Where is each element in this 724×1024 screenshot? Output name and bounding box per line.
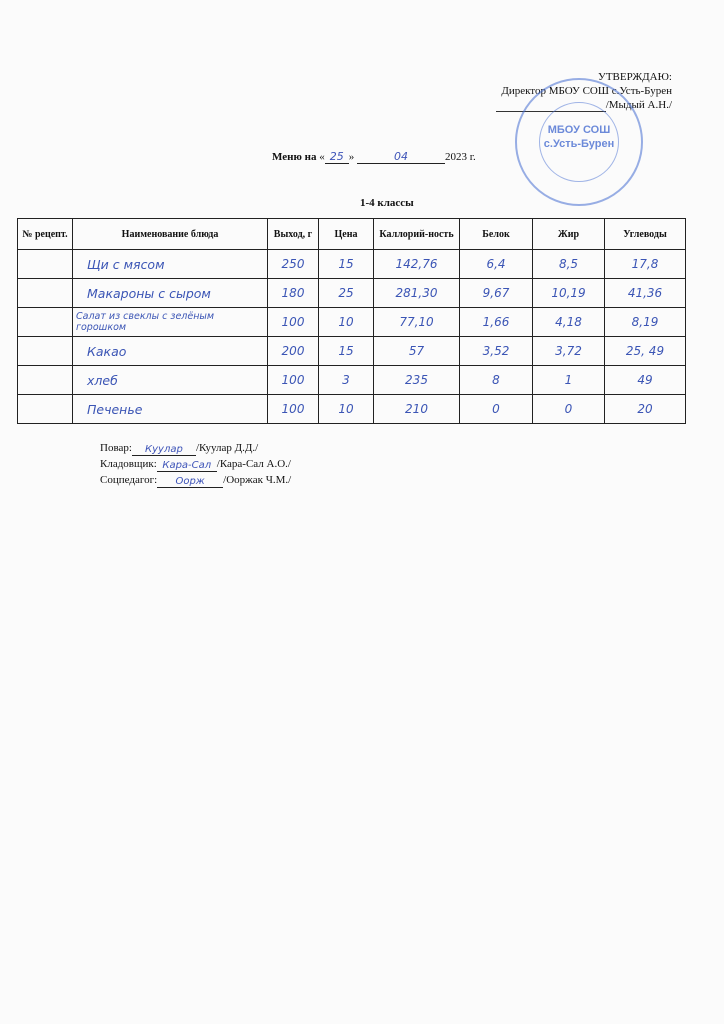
cell-name: Печенье bbox=[73, 395, 268, 424]
cell-output: 100 bbox=[268, 308, 319, 337]
cell-protein: 6,4 bbox=[460, 250, 533, 279]
cell-name: хлеб bbox=[73, 366, 268, 395]
cell-carbs: 49 bbox=[605, 366, 686, 395]
cell-carbs: 8,19 bbox=[605, 308, 686, 337]
cell-num bbox=[18, 366, 73, 395]
cell-calories: 77,10 bbox=[374, 308, 460, 337]
column-header: Каллорий-ность bbox=[374, 219, 460, 250]
cell-price: 10 bbox=[319, 308, 374, 337]
classes-label: 1-4 классы bbox=[360, 197, 414, 209]
cell-num bbox=[18, 337, 73, 366]
signatures-block bbox=[100, 440, 291, 488]
cell-num bbox=[18, 279, 73, 308]
menu-title bbox=[272, 150, 476, 164]
table-row bbox=[18, 366, 686, 395]
menu-month: 04 bbox=[357, 150, 445, 164]
cell-price: 15 bbox=[319, 337, 374, 366]
table-row bbox=[18, 337, 686, 366]
signature-role: Повар: bbox=[100, 442, 132, 454]
table-row bbox=[18, 279, 686, 308]
menu-label: Меню на bbox=[272, 151, 317, 163]
column-header: Наименование блюда bbox=[73, 219, 268, 250]
cell-fat: 10,19 bbox=[533, 279, 605, 308]
cell-calories: 281,30 bbox=[374, 279, 460, 308]
signature-name: /Кара-Сал А.О./ bbox=[216, 458, 291, 470]
cell-carbs: 41,36 bbox=[605, 279, 686, 308]
cell-output: 180 bbox=[268, 279, 319, 308]
cell-fat: 1 bbox=[533, 366, 605, 395]
cell-price: 3 bbox=[319, 366, 374, 395]
cell-fat: 4,18 bbox=[533, 308, 605, 337]
cell-price: 15 bbox=[319, 250, 374, 279]
cell-name: Салат из свеклы с зелёным горошком bbox=[73, 308, 268, 337]
cell-calories: 235 bbox=[374, 366, 460, 395]
cell-carbs: 25, 49 bbox=[605, 337, 686, 366]
table-row bbox=[18, 308, 686, 337]
cell-output: 250 bbox=[268, 250, 319, 279]
menu-table bbox=[17, 218, 686, 424]
menu-year: 2023 г. bbox=[444, 151, 476, 163]
table-row bbox=[18, 250, 686, 279]
cell-price: 10 bbox=[319, 395, 374, 424]
cell-protein: 1,66 bbox=[460, 308, 533, 337]
close-quote: » bbox=[348, 151, 355, 163]
table-row bbox=[18, 395, 686, 424]
signature-row bbox=[100, 440, 291, 456]
approval-title: УТВЕРЖДАЮ: bbox=[598, 71, 672, 83]
table-body bbox=[18, 250, 686, 424]
signature-row bbox=[100, 456, 291, 472]
cell-calories: 142,76 bbox=[374, 250, 460, 279]
approval-name: /Мыдый А.Н./ bbox=[605, 99, 672, 111]
cell-protein: 3,52 bbox=[460, 337, 533, 366]
column-header: Белок bbox=[460, 219, 533, 250]
cell-num bbox=[18, 308, 73, 337]
handwritten-signature: Куулар bbox=[132, 442, 196, 456]
cell-name: Какао bbox=[73, 337, 268, 366]
cell-num bbox=[18, 395, 73, 424]
signature-name: /Куулар Д.Д./ bbox=[195, 442, 259, 454]
column-header: Жир bbox=[533, 219, 605, 250]
cell-output: 200 bbox=[268, 337, 319, 366]
cell-fat: 3,72 bbox=[533, 337, 605, 366]
cell-carbs: 20 bbox=[605, 395, 686, 424]
cell-name: Макароны с сыром bbox=[73, 279, 268, 308]
cell-protein: 9,67 bbox=[460, 279, 533, 308]
column-header: № рецепт. bbox=[18, 219, 73, 250]
cell-protein: 0 bbox=[460, 395, 533, 424]
open-quote: « bbox=[319, 151, 325, 163]
cell-carbs: 17,8 bbox=[605, 250, 686, 279]
cell-fat: 0 bbox=[533, 395, 605, 424]
approval-position: Директор МБОУ СОШ с.Усть-Бурен bbox=[501, 85, 672, 97]
cell-calories: 57 bbox=[374, 337, 460, 366]
cell-name: Щи с мясом bbox=[73, 250, 268, 279]
handwritten-signature: Оорж bbox=[157, 474, 223, 488]
menu-day: 25 bbox=[325, 150, 349, 164]
signature-name: /Ооржак Ч.М./ bbox=[223, 474, 292, 486]
cell-protein: 8 bbox=[460, 366, 533, 395]
cell-calories: 210 bbox=[374, 395, 460, 424]
cell-price: 25 bbox=[319, 279, 374, 308]
signature-role: Соцпедагог: bbox=[100, 474, 158, 486]
cell-output: 100 bbox=[268, 366, 319, 395]
handwritten-signature: Кара-Сал bbox=[157, 458, 217, 472]
column-header: Выход, г bbox=[268, 219, 319, 250]
table-header-row bbox=[18, 219, 686, 250]
stamp-text-2: с.Усть-Бурен bbox=[543, 138, 615, 150]
cell-num bbox=[18, 250, 73, 279]
signature-row bbox=[100, 472, 291, 488]
cell-fat: 8,5 bbox=[533, 250, 605, 279]
signature-role: Кладовщик: bbox=[100, 458, 157, 470]
column-header: Цена bbox=[319, 219, 374, 250]
cell-output: 100 bbox=[268, 395, 319, 424]
column-header: Углеводы bbox=[605, 219, 686, 250]
official-stamp bbox=[515, 78, 643, 206]
stamp-text-1: МБОУ СОШ bbox=[547, 124, 611, 136]
